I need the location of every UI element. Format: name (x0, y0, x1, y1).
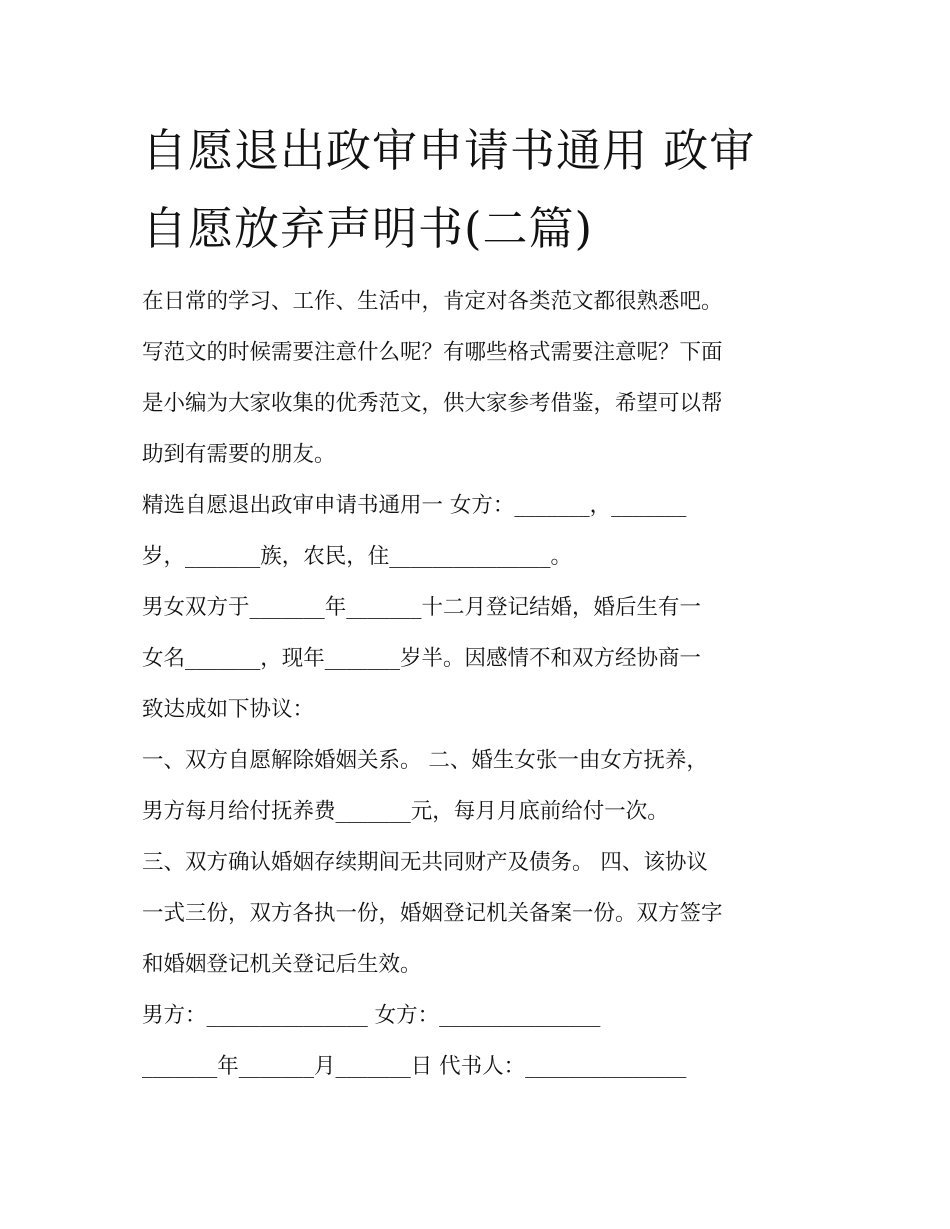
agreement-clause-line: 和婚姻登记机关登记后生效。 (142, 952, 422, 977)
agreement-clause-line: 一、双方自愿解除婚姻关系。 二、婚生女张一由女方抚养， (142, 748, 708, 773)
intro-line-3: 是小编为大家收集的优秀范文，供大家参考借鉴，希望可以帮 (142, 391, 723, 416)
intro-line-4: 助到有需要的朋友。 (142, 442, 336, 467)
body-line: 致达成如下协议： (142, 697, 315, 722)
title-line: 自愿退出政审申请书通用 政审 (142, 124, 756, 177)
agreement-clause-line: 三、双方确认婚姻存续期间无共同财产及债务。 四、该协议 (142, 850, 708, 875)
body-line: 岁，_______族，农民，住_______________。 (142, 544, 573, 569)
agreement-clause-line: 男方每月给付抚养费_______元，每月月底前给付一次。 (142, 799, 669, 824)
document-title (142, 112, 842, 268)
agreement-clause-line: 一式三份，双方各执一份，婚姻登记机关备案一份。双方签字 (142, 901, 723, 926)
body-line: 男女双方于_______年_______十二月登记结婚，婚后生有一 (142, 595, 702, 620)
date-signature-line: _______年_______月_______日 代书人：_______________ (142, 1054, 687, 1079)
body-line: 女名_______，现年_______岁半。因感情不和双方经协商一 (142, 646, 702, 671)
intro-line-2: 写范文的时候需要注意什么呢？有哪些格式需要注意呢？下面 (142, 340, 723, 365)
section-heading-line: 精选自愿退出政审申请书通用一 女方：_______，_______ (142, 493, 687, 518)
intro-line-1: 在日常的学习、工作、生活中，肯定对各类范文都很熟悉吧。 (142, 289, 723, 314)
title-line: 自愿放弃声明书(二篇) (142, 202, 594, 255)
document-body (142, 276, 822, 1092)
signature-line: 男方：_______________ 女方：_______________ (142, 1003, 601, 1028)
